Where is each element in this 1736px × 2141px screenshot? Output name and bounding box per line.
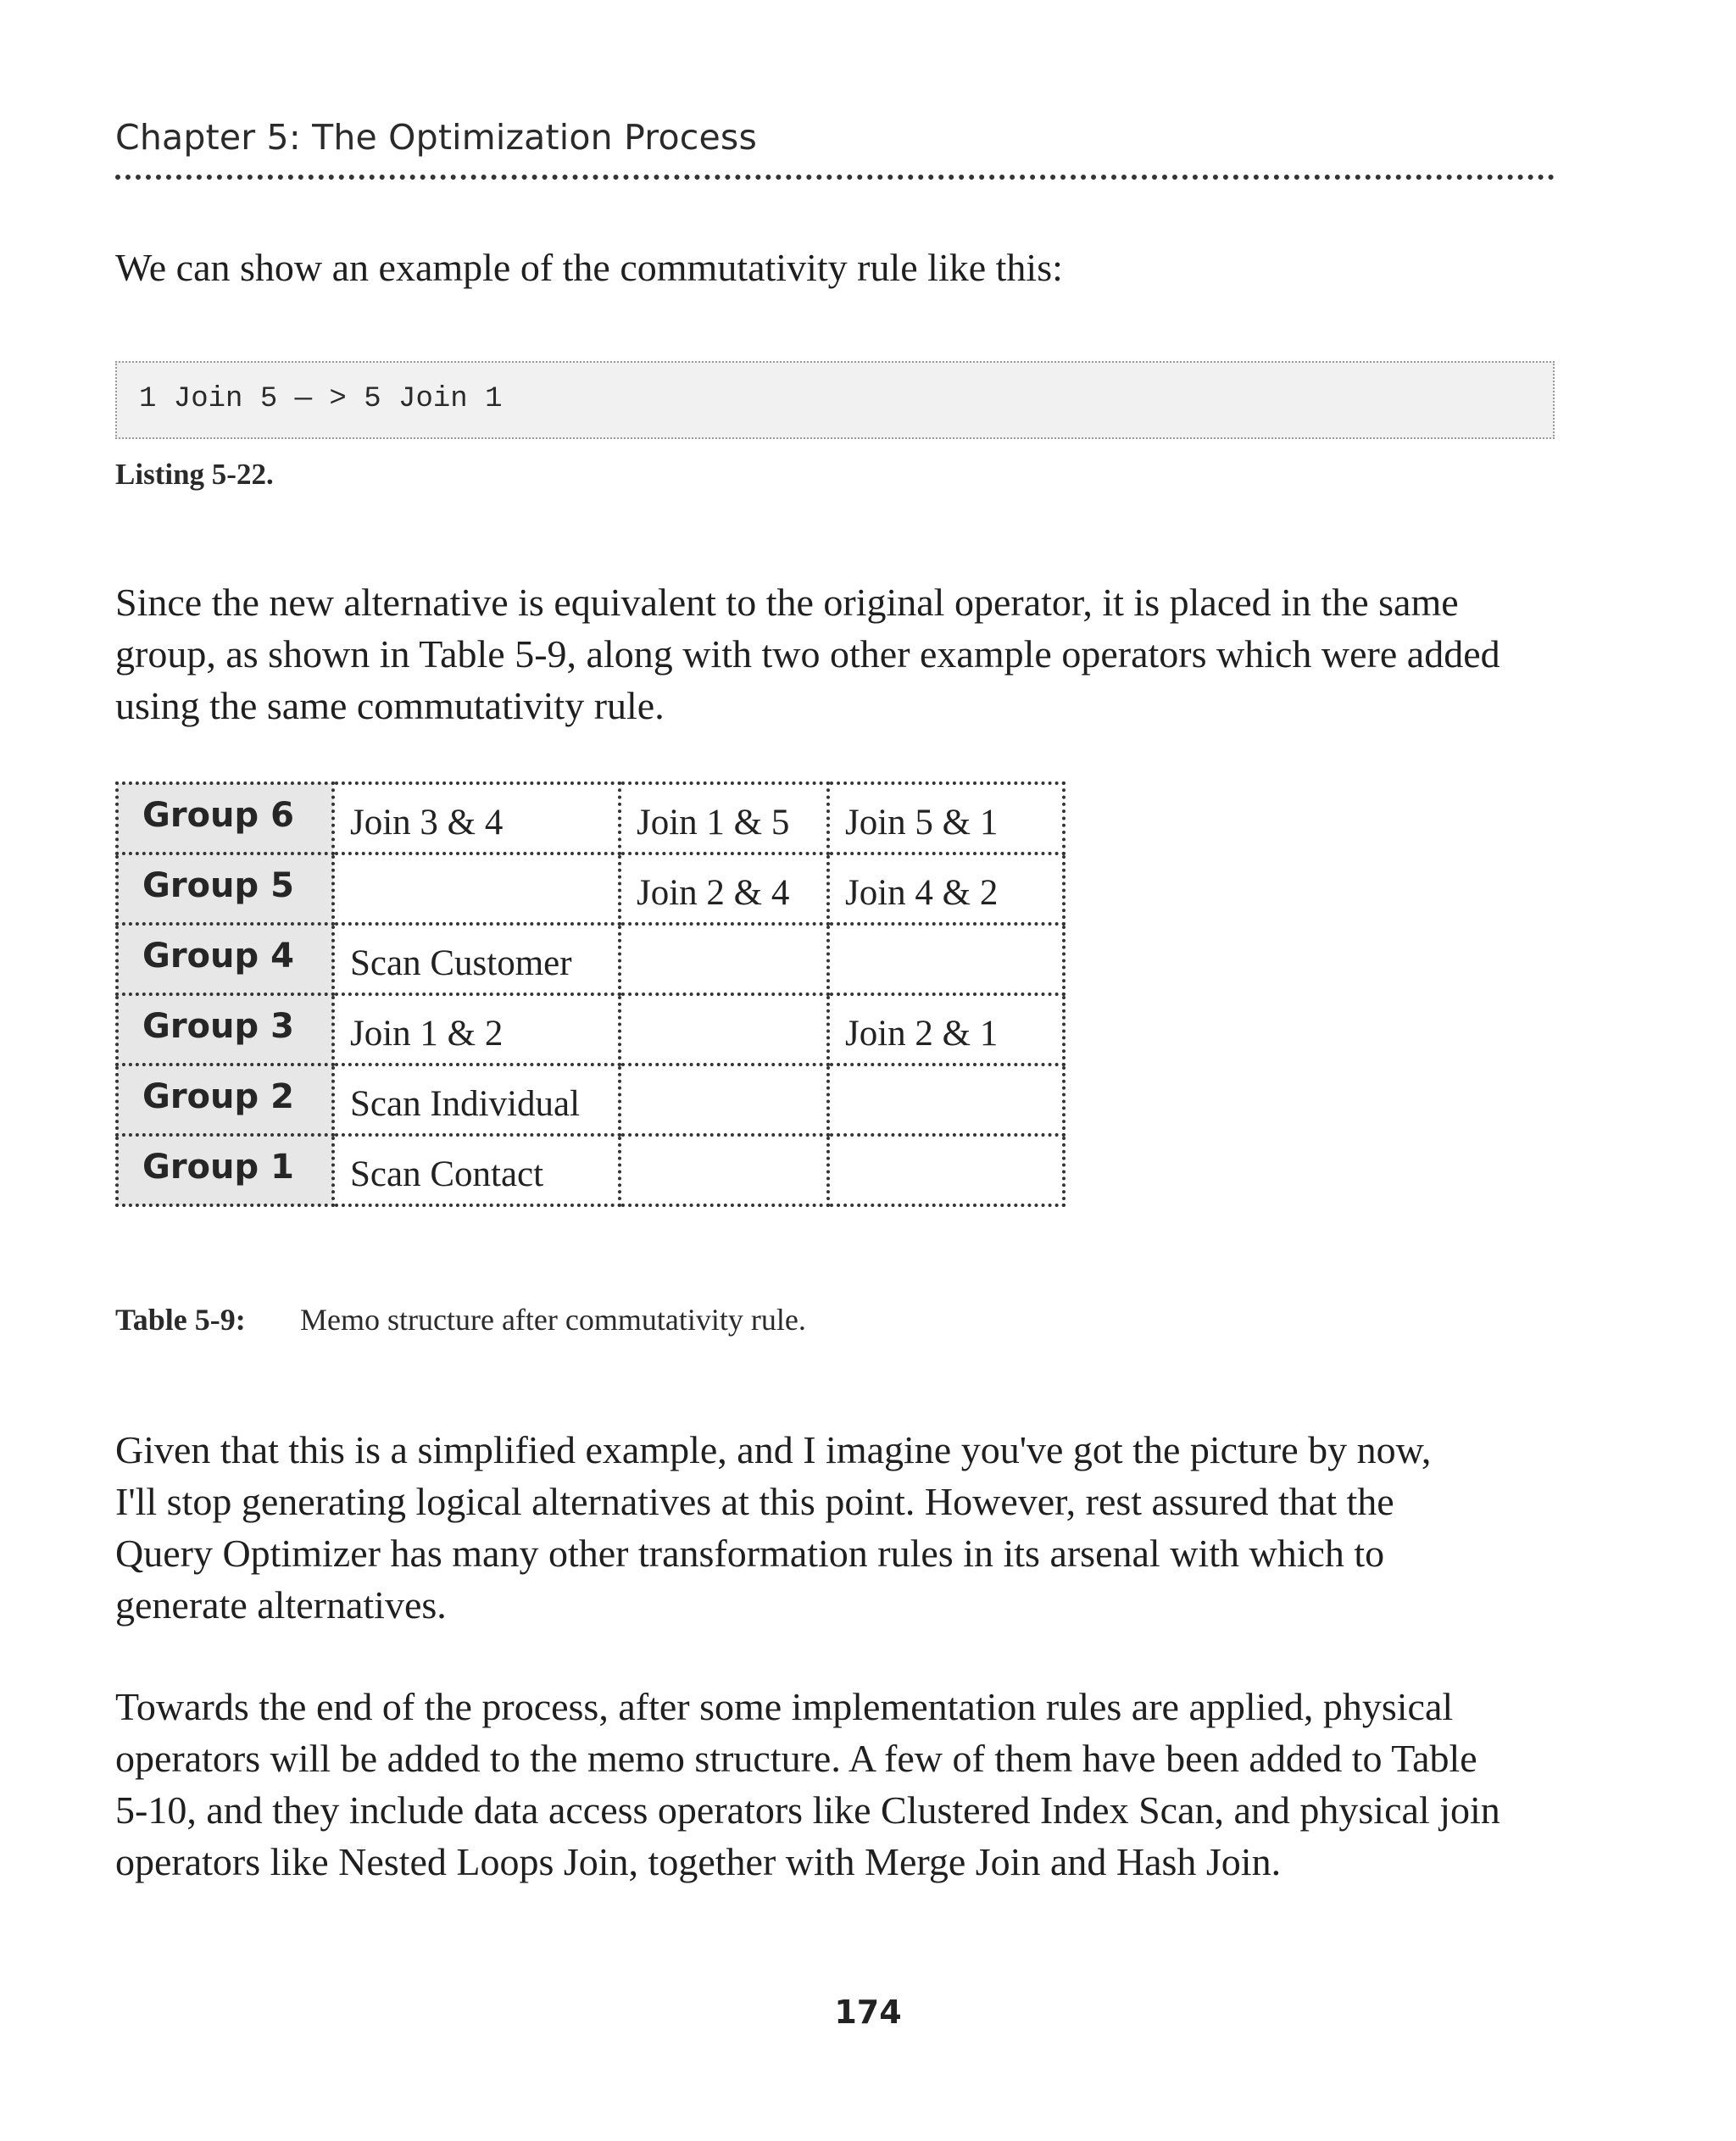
table-cell [620,1065,828,1135]
text-line: generate alternatives. [115,1583,447,1627]
table-cell [620,994,828,1065]
text-line: 5-10, and they include data access operators like Clustered Index Scan, and physical join [115,1788,1500,1832]
table-cell: Join 3 & 4 [333,783,620,854]
table-cell [828,1135,1064,1205]
text-line: I'll stop generating logical alternatives at this point. However, rest assured that the [115,1480,1394,1523]
paragraph-3 [115,1424,1565,1631]
running-head: Chapter 5: The Optimization Process [115,117,758,158]
text-line: operators like Nested Loops Join, together with Merge Join and Hash Join. [115,1840,1282,1883]
group-label: Group 3 [117,994,333,1065]
table-cell: Scan Contact [333,1135,620,1205]
text-line: Given that this is a simplified example, and I imagine you've got the picture by now, [115,1428,1432,1471]
table-caption-label: Table 5-9: [115,1303,246,1337]
intro-paragraph [115,242,1565,293]
table-row [117,924,1064,994]
group-label: Group 6 [117,783,333,854]
table-cell: Scan Customer [333,924,620,994]
listing-caption: Listing 5-22. [115,458,274,491]
table-cell: Scan Individual [333,1065,620,1135]
table-row [117,854,1064,924]
text-line: Query Optimizer has many other transformation rules in its arsenal with which to [115,1532,1385,1575]
table-cell [620,924,828,994]
paragraph-2 [115,576,1565,731]
header-dotted-rule [115,175,1555,180]
group-label: Group 4 [117,924,333,994]
group-label: Group 2 [117,1065,333,1135]
text-line: Towards the end of the process, after some implementation rules are applied, physical [115,1685,1454,1728]
group-label: Group 1 [117,1135,333,1205]
table-cell [333,854,620,924]
table-cell [828,924,1064,994]
text-line: group, as shown in Table 5-9, along with two other example operators which were added [115,632,1500,676]
table-cell: Join 1 & 5 [620,783,828,854]
table-cell [828,1065,1064,1135]
table-cell: Join 2 & 4 [620,854,828,924]
page-number: 174 [834,1994,902,2031]
memo-table [115,781,1066,1207]
table-cell [620,1135,828,1205]
table-caption-text: Memo structure after commutativity rule. [300,1303,806,1337]
code-listing-text: 1 Join 5 — > 5 Join 1 [139,383,503,415]
table-caption [115,1302,806,1337]
code-listing-box [115,361,1555,439]
table-cell: Join 5 & 1 [828,783,1064,854]
group-label: Group 5 [117,854,333,924]
text-line: using the same commutativity rule. [115,684,665,727]
text-line: We can show an example of the commutativity rule like this: [115,246,1063,289]
text-line: Since the new alternative is equivalent to the original operator, it is placed in the same [115,581,1459,624]
table-row [117,994,1064,1065]
table-row [117,1135,1064,1205]
table-cell: Join 2 & 1 [828,994,1064,1065]
table-cell: Join 4 & 2 [828,854,1064,924]
table-row [117,783,1064,854]
table-row [117,1065,1064,1135]
paragraph-4 [115,1681,1565,1888]
table-cell: Join 1 & 2 [333,994,620,1065]
text-line: operators will be added to the memo structure. A few of them have been added to Table [115,1737,1477,1780]
